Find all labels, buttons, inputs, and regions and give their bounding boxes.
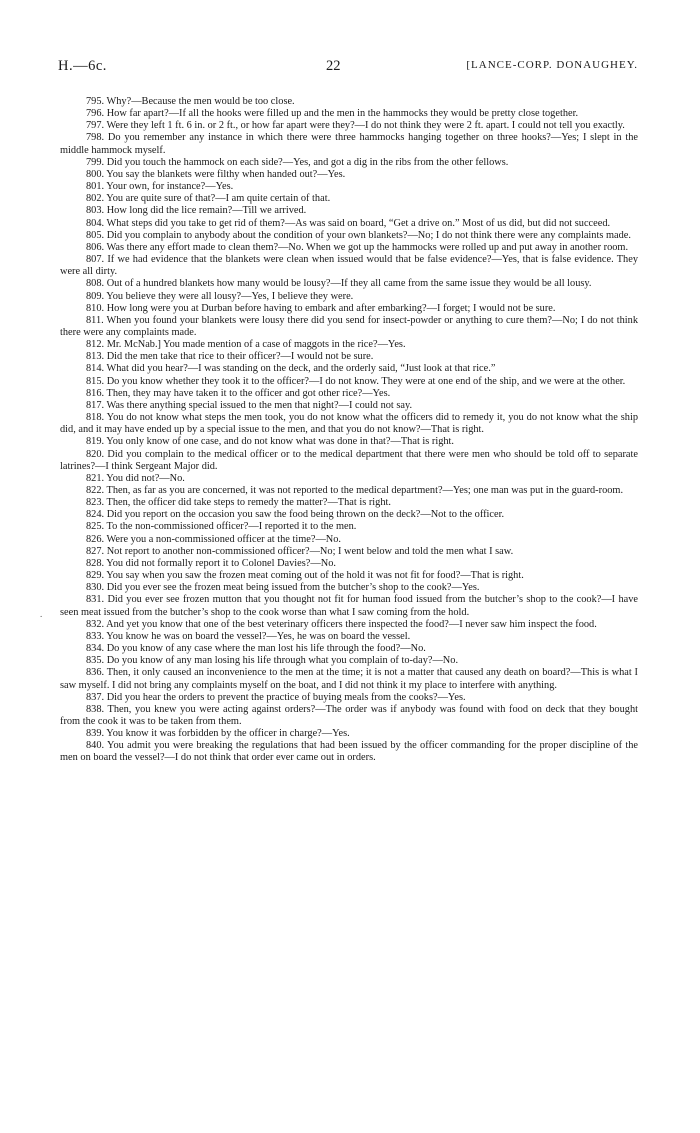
witness-name: [LANCE-CORP. DONAUGHEY. [466,59,638,71]
testimony-paragraph: 833. You know he was on board the vessel?—Yes, he was on board the vessel. [86,630,411,642]
testimony-paragraph: 837. Did you hear the orders to prevent the practice of buying meals from the cooks?—Yes. [86,691,466,703]
testimony-paragraph: 831. Did you ever see frozen mutton that you thought not fit for human food issued from the butcher’s shop to the cook?—I have seen meat issued from the butcher’s shop to the cook worse than what I saw coming from the hold. [60,594,638,618]
testimony-paragraph: 839. You know it was forbidden by the officer in charge?—Yes. [86,728,350,740]
testimony-paragraph: 806. Was there any effort made to clean them?—No. When we got up the hammocks were rolled up and put away in another room. [86,241,629,253]
testimony-paragraph: 829. You say when you saw the frozen meat coming out of the hold it was not fit for food?—That is right. [86,570,524,582]
testimony-paragraph: 816. Then, they may have taken it to the officer and got other rice?—Yes. [86,387,391,399]
margin-mark: . [40,609,43,619]
testimony-paragraph: 819. You only know of one case, and do not know what was done in that?—That is right. [86,436,455,448]
testimony-paragraph: 814. What did you hear?—I was standing on the deck, and the orderly said, “Just look at that rice.” [86,363,496,375]
testimony-paragraph: 808. Out of a hundred blankets how many would be lousy?—If they all came from the same issue they would be all lousy. [86,278,592,290]
testimony-paragraph: 813. Did the men take that rice to their officer?—I would not be sure. [86,351,374,363]
page-number: 22 [326,58,341,74]
testimony-paragraph: 809. You believe they were all lousy?—Yes, I believe they were. [86,290,354,302]
testimony-paragraph: 805. Did you complain to anybody about the condition of your own blankets?—No; I do not think there were any complaints made. [86,229,631,241]
testimony-paragraph: 826. Were you a non-commissioned officer at the time?—No. [86,533,342,545]
testimony-paragraph: 799. Did you touch the hammock on each side?—Yes, and got a dig in the ribs from the other fellows. [86,156,509,168]
testimony-paragraph: 830. Did you ever see the frozen meat being issued from the butcher’s shop to the cook?—Yes. [86,582,480,594]
testimony-paragraph: 818. You do not know what steps the men took, you do not know what the officers did to remedy it, you do not know what the ship did, and it may have ended up by a special issue to the men, and that you do not know?—That is right. [60,412,638,436]
testimony-paragraph: 832. And yet you know that one of the best veterinary officers there inspected the food?—I never saw him inspect the food. [86,618,597,630]
page-header [58,58,638,78]
testimony-paragraph: 810. How long were you at Durban before having to embark and after embarking?—I forget; I would not be sure. [86,302,556,314]
testimony-paragraph: 795. Why?—Because the men would be too close. [86,96,295,107]
testimony-paragraph: 800. You say the blankets were filthy when handed out?—Yes. [86,168,346,180]
testimony-paragraph: 797. Were they left 1 ft. 6 in. or 2 ft., or how far apart were they?—I do not think they were 2 ft. apart. I could not tell you exactly. [86,120,625,132]
testimony-paragraph: 825. To the non-commissioned officer?—I reported it to the men. [86,521,357,533]
testimony-paragraph: 834. Do you know of any case where the man lost his life through the food?—No. [86,643,426,655]
testimony-paragraph: 840. You admit you were breaking the regulations that had been issued by the officer commanding for the proper discipline of the men on board the vessel?—I do not think that order ever came out in orders. [60,740,638,764]
testimony-paragraph: 823. Then, the officer did take steps to remedy the matter?—That is right. [86,497,391,509]
testimony-paragraph: 807. If we had evidence that the blankets were clean when issued would that be false evidence?—Yes, that is false evidence. They were all dirty. [60,254,638,278]
testimony-paragraph: 812. Mr. McNab.] You made mention of a case of maggots in the rice?—Yes. [86,339,406,351]
document-code: H.—6c. [58,58,107,74]
testimony-paragraph: 796. How far apart?—If all the hooks were filled up and the men in the hammocks they would be pretty close together. [86,108,579,120]
testimony-paragraph: 828. You did not formally report it to Colonel Davies?—No. [86,557,336,569]
testimony-paragraph: 820. Did you complain to the medical officer or to the medical department that there were men who should be told off to separate latrines?—I think Sergeant Major did. [60,448,638,472]
testimony-paragraph: 822. Then, as far as you are concerned, it was not reported to the medical department?—Yes; one man was put in the guard-room. [86,485,624,496]
testimony-paragraph: 803. How long did the lice remain?—Till we arrived. [86,205,307,217]
testimony-paragraph: 815. Do you know whether they took it to the officer?—I do not know. They were at one end of the ship, and we were at the other. [86,375,626,387]
testimony-paragraph: 798. Do you remember any instance in which there were three hammocks hanging together on three hooks?—Yes; I slept in the middle hammock myself. [60,132,638,156]
testimony-paragraph: 811. When you found your blankets were lousy there did you send for insect-powder or anything to cure them?—No; I do not think there were any complaints made. [60,314,638,338]
testimony-paragraph: 804. What steps did you take to get rid of them?—As was said on board, “Get a drive on.” Most of us did, but did not succeed. [86,217,611,229]
testimony-paragraph: 836. Then, it only caused an inconvenience to the men at the time; it is not a matter that caused any death on board?—This is what I saw myself. I did not bring any complaints myself on the boat, and I did not think it my place to interfere with anything. [60,667,638,691]
testimony-paragraph: 838. Then, you knew you were acting against orders?—The order was if anybody was found with food on deck that they bought from the cook it was to be taken from them. [60,703,638,727]
testimony-paragraph: 801. Your own, for instance?—Yes. [86,181,234,193]
testimony-paragraph: 817. Was there anything special issued to the men that night?—I could not say. [86,399,413,411]
testimony-paragraph: 802. You are quite sure of that?—I am quite certain of that. [86,193,331,205]
testimony-body [60,96,638,765]
testimony-paragraph: 824. Did you report on the occasion you saw the food being thrown on the deck?—Not to the officer. [86,509,505,521]
testimony-paragraph: 835. Do you know of any man losing his life through what you complain of to-day?—No. [86,655,459,667]
testimony-paragraph: 827. Not report to another non-commissioned officer?—No; I went below and told the men what I saw. [86,545,514,557]
testimony-paragraph: 821. You did not?—No. [86,472,185,484]
